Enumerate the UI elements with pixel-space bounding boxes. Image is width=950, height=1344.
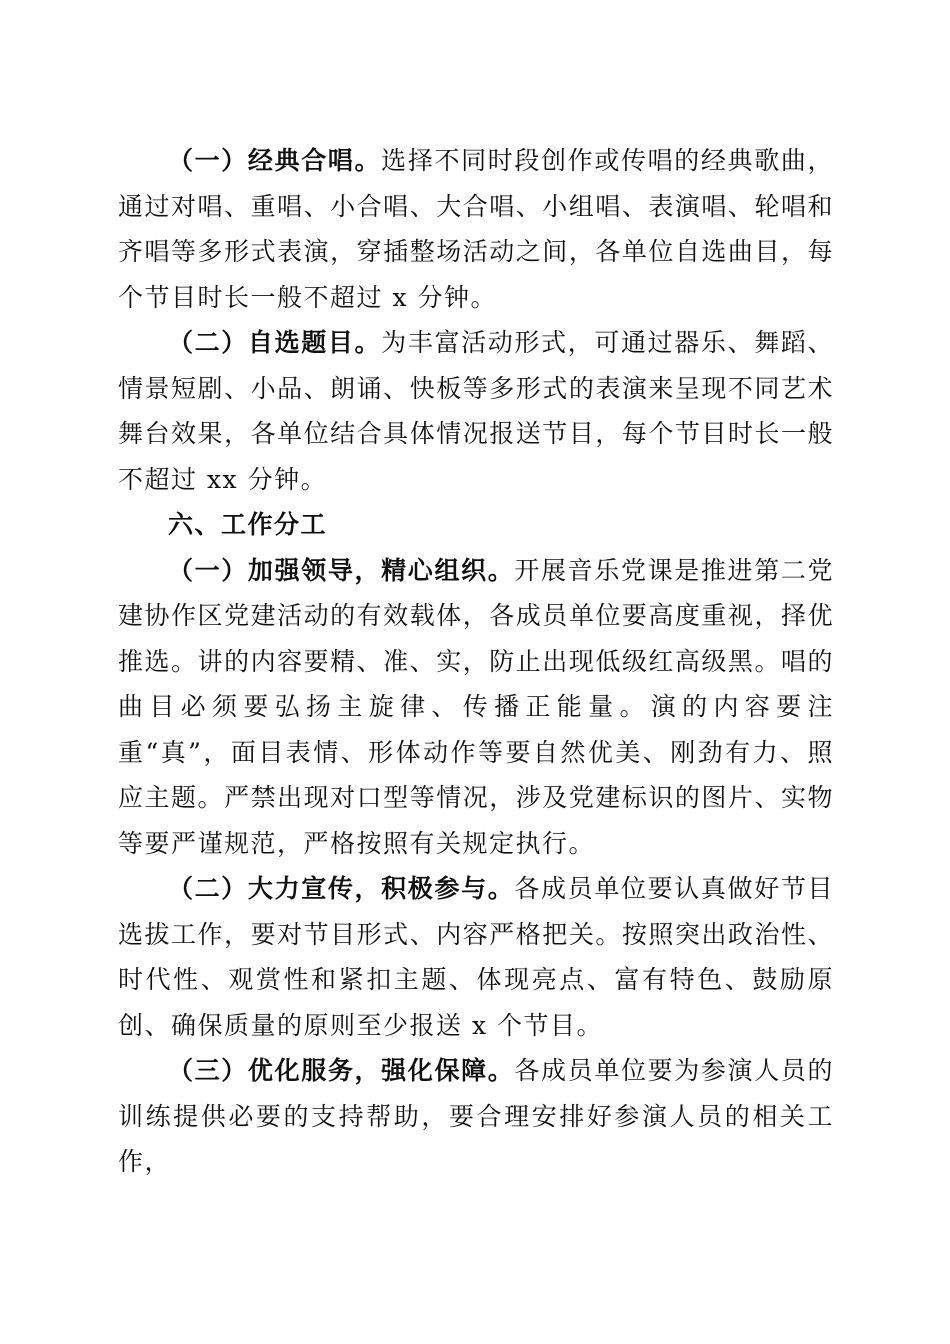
paragraph-lead: （二）自选题目。 xyxy=(168,328,382,357)
paragraph-lead: （一）经典合唱。 xyxy=(168,146,382,175)
paragraph-classic-chorus xyxy=(118,138,834,320)
paragraph-leadership xyxy=(118,548,834,867)
paragraph-text: 选择不同时段创作或传唱的经典歌曲，通过对唱、重唱、小合唱、大合唱、小组唱、表演唱、轮唱和齐唱等多形式表演，穿插整场活动之间，各单位自选曲目，每个节目时长一般不超过 x 分钟。 xyxy=(118,146,834,312)
paragraph-publicity xyxy=(118,866,834,1048)
paragraph-text: 各成员单位要为参演人员的训练提供必要的支持帮助，要合理安排好参演人员的相关工作， xyxy=(118,1056,834,1176)
paragraph-lead: （三）优化服务，强化保障。 xyxy=(168,1056,515,1085)
paragraph-lead: （二）大力宣传，积极参与。 xyxy=(168,874,515,903)
paragraph-lead: （一）加强领导，精心组织。 xyxy=(168,555,515,585)
paragraph-service xyxy=(118,1048,834,1185)
paragraph-self-selected xyxy=(118,320,834,502)
section-heading: 六、工作分工 xyxy=(168,510,328,539)
document-body xyxy=(118,138,834,1185)
paragraph-text: 各成员单位要认真做好节目选拔工作，要对节目形式、内容严格把关。按照突出政治性、时代性、观赏性和紧扣主题、体现亮点、富有特色、鼓励原创、确保质量的原则至少报送 x 个节目。 xyxy=(118,874,834,1040)
paragraph-text: 开展音乐党课是推进第二党建协作区党建活动的有效载体，各成员单位要高度重视，择优推选。讲的内容要精、准、实，防止出现低级红高级黑。唱的曲目必须要弘扬主旋律、传播正能量。演的内容要注重“真”，面目表情、形体动作等要自然优美、刚劲有力、照应主题。严禁出现对口型等情况，涉及党建标识的图片、实物等要严谨规范，严格按照有关规定执行。 xyxy=(118,555,834,858)
paragraph-text: 为丰富活动形式，可通过器乐、舞蹈、情景短剧、小品、朗诵、快板等多形式的表演来呈现不同艺术舞台效果，各单位结合具体情况报送节目，每个节目时长一般不超过 xx 分钟。 xyxy=(118,328,834,494)
